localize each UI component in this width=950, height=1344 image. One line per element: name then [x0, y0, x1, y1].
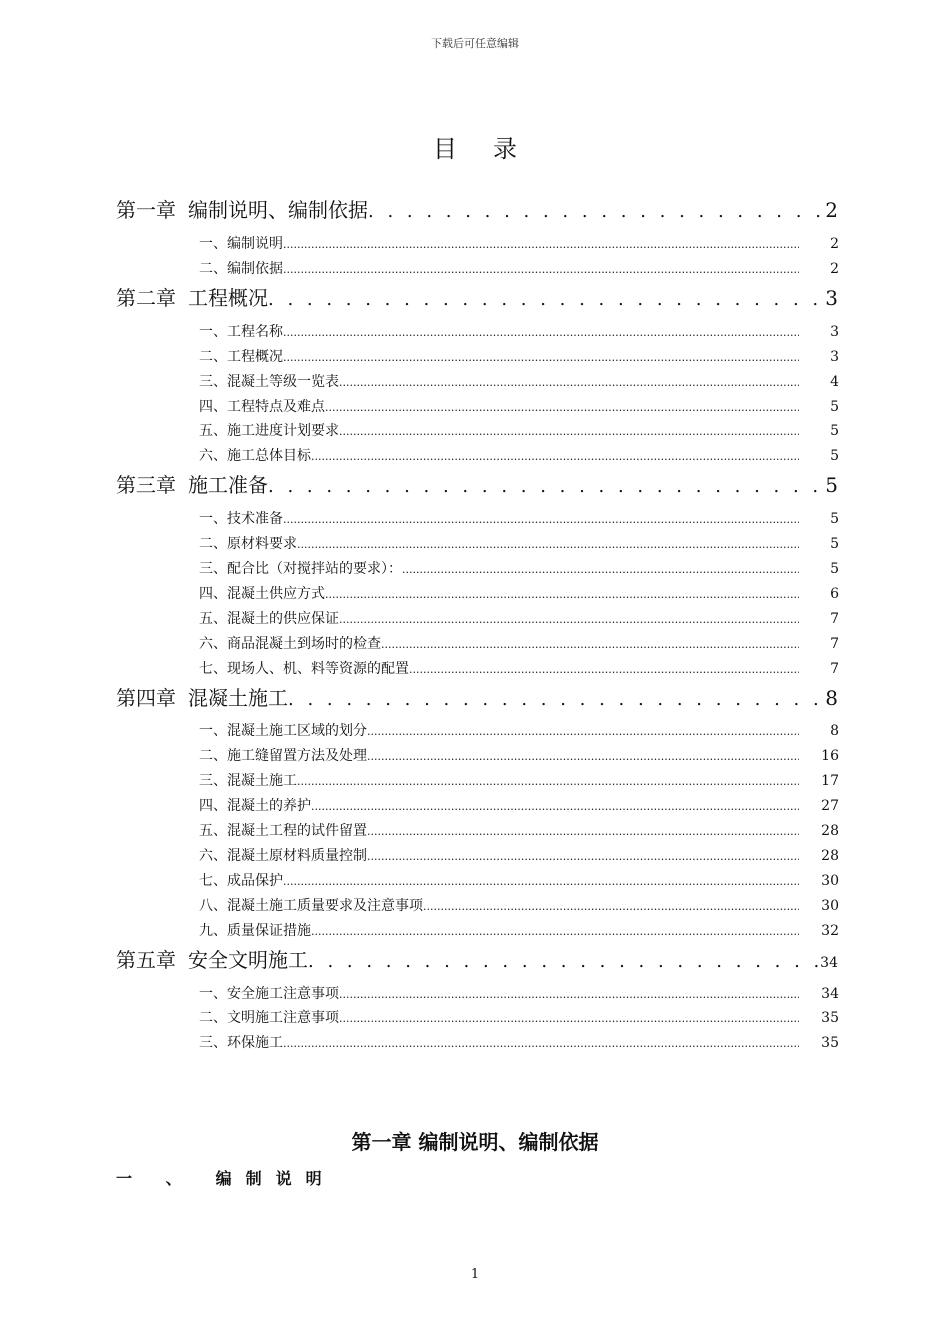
toc-section[interactable]	[199, 983, 839, 1005]
toc-section-label: 六、商品混凝土到场时的检查	[199, 636, 381, 652]
toc-chapter-page: 3	[825, 285, 838, 310]
toc-section-page: 3	[830, 349, 839, 365]
toc-section-page: 5	[830, 561, 839, 577]
toc-section-page: 7	[830, 611, 839, 627]
toc-section-page: 2	[830, 236, 839, 252]
toc-chapter-title: 安全文明施工	[188, 947, 308, 972]
toc-section[interactable]	[199, 870, 839, 892]
toc-section-label: 二、编制依据	[199, 261, 283, 277]
toc-section[interactable]	[199, 895, 839, 917]
section-heading	[116, 1166, 336, 1192]
toc-leader-dots	[283, 871, 799, 893]
toc-chapter-title: 混凝土施工	[188, 685, 288, 710]
toc-section[interactable]	[199, 321, 839, 343]
toc-chapter-number: 第五章	[116, 947, 176, 972]
toc-section[interactable]	[199, 658, 839, 680]
toc-section-page: 17	[821, 773, 839, 789]
chapter-heading: 第一章 编制说明、编制依据	[351, 1130, 599, 1154]
toc-section-page: 35	[821, 1035, 839, 1051]
toc-section[interactable]	[199, 845, 839, 867]
toc-section[interactable]	[199, 1032, 839, 1054]
toc-leader-dots	[339, 1008, 799, 1030]
toc-leader-dots	[283, 509, 799, 531]
toc-section-label: 一、技术准备	[199, 511, 283, 527]
toc-section-label: 七、成品保护	[199, 873, 283, 889]
toc-section[interactable]	[199, 420, 839, 442]
toc-section-page: 6	[830, 586, 839, 602]
toc-section-page: 8	[830, 723, 839, 739]
toc-leader-dots	[268, 285, 823, 315]
toc-chapter-number: 第一章	[116, 198, 176, 222]
toc-section[interactable]	[199, 346, 839, 368]
toc-section-label: 二、工程概况	[199, 349, 283, 365]
section-heading-title: 编制说明	[215, 1169, 336, 1188]
toc-leader-dots	[367, 746, 799, 768]
toc-section[interactable]	[199, 1007, 839, 1029]
toc-chapter-number: 第二章	[116, 285, 176, 310]
toc-section-label: 一、安全施工注意事项	[199, 986, 339, 1002]
toc-section-page: 35	[821, 1010, 839, 1026]
toc-section-page: 27	[821, 798, 839, 814]
section-heading-number: 一 、	[116, 1169, 196, 1188]
toc-chapter[interactable]	[116, 945, 838, 975]
toc-leader-dots	[381, 634, 799, 656]
toc-section-page: 28	[821, 823, 839, 839]
toc-section[interactable]	[199, 371, 839, 393]
toc-chapter-page: 34	[820, 954, 838, 971]
toc-section-label: 六、施工总体目标	[199, 448, 311, 464]
toc-section-label: 一、工程名称	[199, 324, 283, 340]
toc-leader-dots	[283, 322, 799, 344]
toc-leader-dots	[339, 372, 799, 394]
toc-section-page: 5	[830, 399, 839, 415]
toc-leader-dots	[409, 659, 799, 681]
toc-chapter[interactable]	[116, 195, 838, 225]
toc-section[interactable]	[199, 258, 839, 280]
toc-leader-dots	[283, 234, 799, 256]
toc-section-page: 5	[830, 536, 839, 552]
toc-section[interactable]	[199, 445, 839, 467]
toc-section-page: 7	[830, 661, 839, 677]
toc-chapter[interactable]	[116, 283, 838, 313]
toc-leader-dots	[367, 821, 799, 843]
toc-section[interactable]	[199, 583, 839, 605]
toc-section-page: 34	[821, 986, 839, 1002]
toc-section-label: 五、施工进度计划要求	[199, 423, 339, 439]
toc-leader-dots	[283, 347, 799, 369]
toc-section[interactable]	[199, 608, 839, 630]
toc-section-label: 四、混凝土供应方式	[199, 586, 325, 602]
toc-section[interactable]	[199, 795, 839, 817]
toc-leader-dots	[297, 771, 799, 793]
toc-section-label: 五、混凝土的供应保证	[199, 611, 339, 627]
toc-chapter-page: 8	[825, 685, 838, 710]
toc-section-page: 5	[830, 448, 839, 464]
toc-section-label: 一、编制说明	[199, 236, 283, 252]
toc-leader-dots	[308, 947, 818, 977]
toc-section-page: 4	[830, 374, 839, 390]
toc-chapter[interactable]	[116, 683, 838, 713]
toc-leader-dots	[311, 446, 799, 468]
toc-section[interactable]	[199, 820, 839, 842]
toc-leader-dots	[325, 397, 799, 419]
toc-section-page: 3	[830, 324, 839, 340]
toc-section[interactable]	[199, 533, 839, 555]
toc-section-page: 28	[821, 848, 839, 864]
toc-title: 目录	[433, 135, 553, 163]
toc-chapter-number: 第四章	[116, 685, 176, 710]
toc-chapter[interactable]	[116, 470, 838, 500]
toc-leader-dots	[283, 1033, 799, 1055]
toc-section-label: 二、原材料要求	[199, 536, 297, 552]
toc-leader-dots	[339, 421, 799, 443]
header-note: 下载后可任意编辑	[431, 37, 519, 50]
toc-chapter-page: 5	[825, 473, 838, 498]
toc-leader-dots	[339, 984, 799, 1006]
toc-section-label: 三、环保施工	[199, 1035, 283, 1051]
toc-section[interactable]	[199, 508, 839, 530]
toc-leader-dots	[402, 559, 799, 581]
toc-section-label: 三、混凝土等级一览表	[199, 374, 339, 390]
toc-section[interactable]	[199, 233, 839, 255]
toc-section-page: 30	[821, 898, 839, 914]
toc-section[interactable]	[199, 633, 839, 655]
toc-section[interactable]	[199, 920, 839, 942]
toc-section-label: 四、工程特点及难点	[199, 399, 325, 415]
toc-chapter-title: 工程概况	[188, 285, 268, 310]
toc-section[interactable]	[199, 720, 839, 742]
toc-leader-dots	[311, 921, 799, 943]
toc-section-page: 16	[821, 748, 839, 764]
toc-section-label: 五、混凝土工程的试件留置	[199, 823, 367, 839]
toc-section-label: 九、质量保证措施	[199, 923, 311, 939]
toc-section-label: 一、混凝土施工区域的划分	[199, 723, 367, 739]
toc-leader-dots	[268, 472, 823, 502]
toc-section-page: 2	[830, 261, 839, 277]
page-number: 1	[470, 1267, 480, 1282]
toc-section-label: 二、文明施工注意事项	[199, 1010, 339, 1026]
toc-section-label: 四、混凝土的养护	[199, 798, 311, 814]
toc-section[interactable]	[199, 558, 839, 580]
toc-leader-dots	[367, 721, 799, 743]
toc-section-page: 32	[821, 923, 839, 939]
toc-section[interactable]	[199, 396, 839, 418]
toc-leader-dots	[325, 584, 799, 606]
toc-section-label: 六、混凝土原材料质量控制	[199, 848, 367, 864]
toc-section-label: 七、现场人、机、料等资源的配置	[199, 661, 409, 677]
toc-leader-dots	[311, 796, 799, 818]
toc-section-page: 5	[830, 511, 839, 527]
toc-section[interactable]	[199, 745, 839, 767]
toc-chapter-number: 第三章	[116, 473, 176, 498]
toc-section[interactable]	[199, 770, 839, 792]
toc-section-label: 三、混凝土施工	[199, 773, 297, 789]
toc-section-label: 二、施工缝留置方法及处理	[199, 748, 367, 764]
toc-leader-dots	[368, 197, 823, 227]
toc-section-label: 三、配合比（对搅拌站的要求）：	[199, 561, 402, 577]
toc-section-page: 5	[830, 423, 839, 439]
toc-leader-dots	[297, 534, 799, 556]
toc-section-page: 30	[821, 873, 839, 889]
toc-section-label: 八、混凝土施工质量要求及注意事项	[199, 898, 423, 914]
toc-chapter-page: 2	[825, 198, 838, 222]
toc-leader-dots	[283, 259, 799, 281]
toc-section-page: 7	[830, 636, 839, 652]
toc-leader-dots	[288, 685, 823, 715]
toc-leader-dots	[339, 609, 799, 631]
toc-leader-dots	[423, 896, 799, 918]
toc-chapter-title: 施工准备	[188, 473, 268, 498]
toc-chapter-title: 编制说明、编制依据	[188, 198, 368, 222]
toc-leader-dots	[367, 846, 799, 868]
